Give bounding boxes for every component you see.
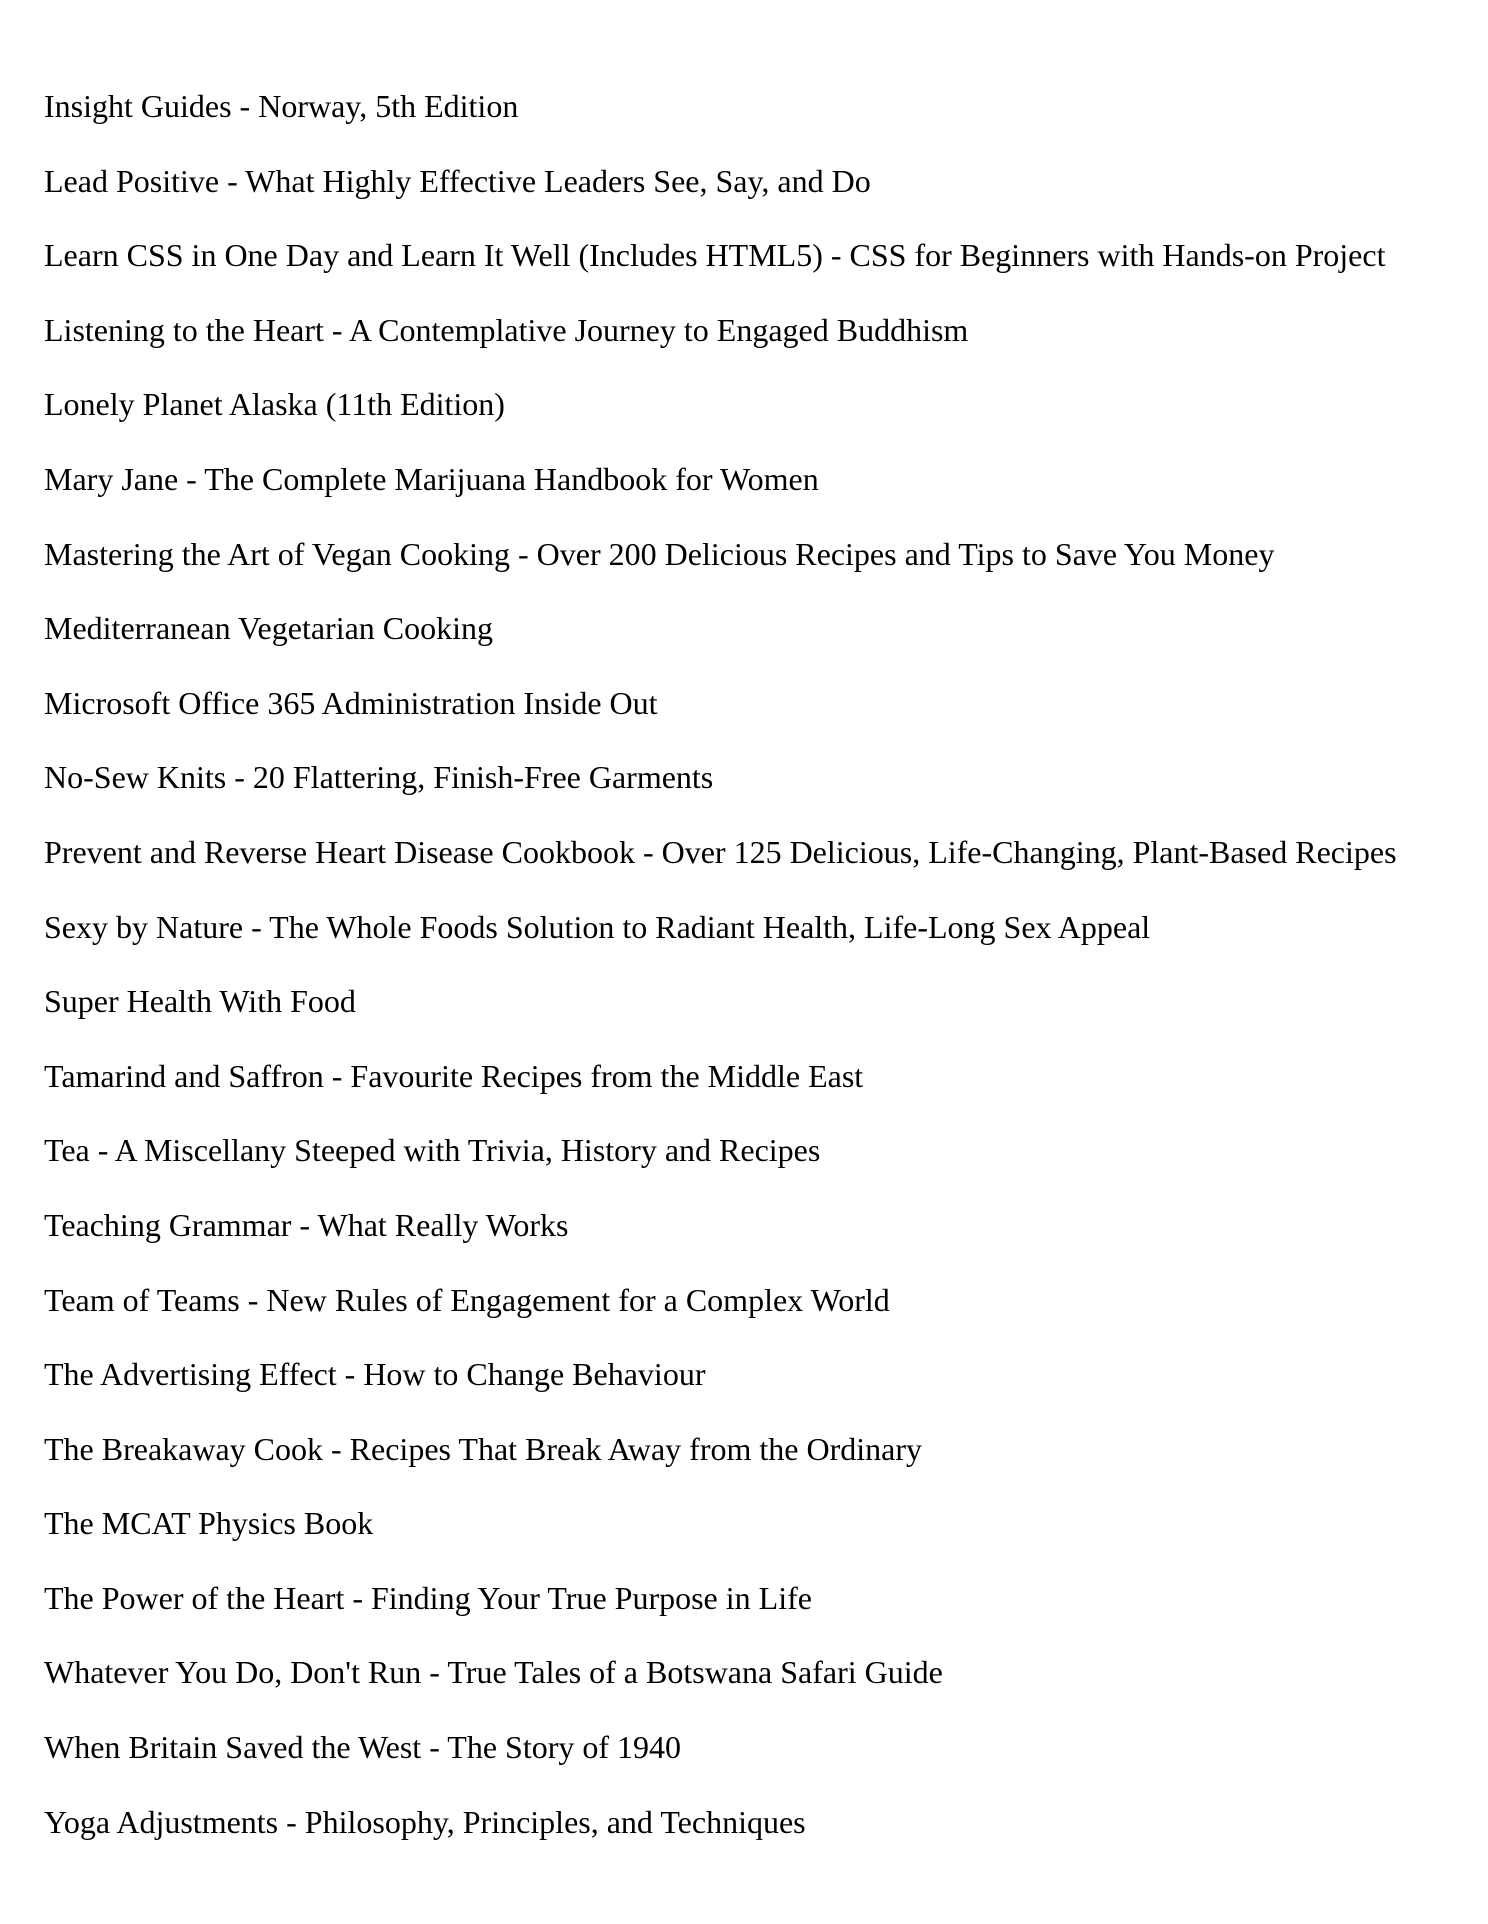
book-title: Mary Jane - The Complete Marijuana Handbook for Women <box>44 460 819 497</box>
book-title: The Power of the Heart - Finding Your True Purpose in Life <box>44 1579 812 1616</box>
book-title: Team of Teams - New Rules of Engagement for a Complex World <box>44 1281 890 1318</box>
book-title: Tea - A Miscellany Steeped with Trivia, History and Recipes <box>44 1132 821 1169</box>
book-title: The MCAT Physics Book <box>44 1505 374 1542</box>
book-title: No-Sew Knits - 20 Flattering, Finish-Free Garments <box>44 759 714 796</box>
book-title: Mastering the Art of Vegan Cooking - Over 200 Delicious Recipes and Tips to Save You Money <box>44 535 1275 572</box>
book-title: Whatever You Do, Don't Run - True Tales of a Botswana Safari Guide <box>44 1654 943 1691</box>
book-title: Microsoft Office 365 Administration Inside Out <box>44 684 658 721</box>
book-title: The Advertising Effect - How to Change Behaviour <box>44 1356 706 1393</box>
book-title: Lonely Planet Alaska (11th Edition) <box>44 386 505 423</box>
book-title: Mediterranean Vegetarian Cooking <box>44 610 494 647</box>
book-title: Yoga Adjustments - Philosophy, Principles, and Techniques <box>44 1803 806 1840</box>
book-title: Prevent and Reverse Heart Disease Cookbook - Over 125 Delicious, Life-Changing, Plant-Based Recipes <box>44 833 1397 870</box>
book-title: The Breakaway Cook - Recipes That Break Away from the Ordinary <box>44 1430 922 1467</box>
book-title-list <box>44 84 1464 1874</box>
book-title: Tamarind and Saffron - Favourite Recipes from the Middle East <box>44 1057 864 1094</box>
book-title: Listening to the Heart - A Contemplative Journey to Engaged Buddhism <box>44 311 969 348</box>
book-title: Learn CSS in One Day and Learn It Well (Includes HTML5) - CSS for Beginners with Hands-on Project <box>44 237 1386 274</box>
book-title: Sexy by Nature - The Whole Foods Solution to Radiant Health, Life-Long Sex Appeal <box>44 908 1151 945</box>
book-title: When Britain Saved the West - The Story of 1940 <box>44 1729 682 1766</box>
book-title: Teaching Grammar - What Really Works <box>44 1206 569 1243</box>
book-title: Insight Guides - Norway, 5th Edition <box>44 88 519 124</box>
book-title: Lead Positive - What Highly Effective Leaders See, Say, and Do <box>44 162 871 199</box>
book-title: Super Health With Food <box>44 983 356 1020</box>
